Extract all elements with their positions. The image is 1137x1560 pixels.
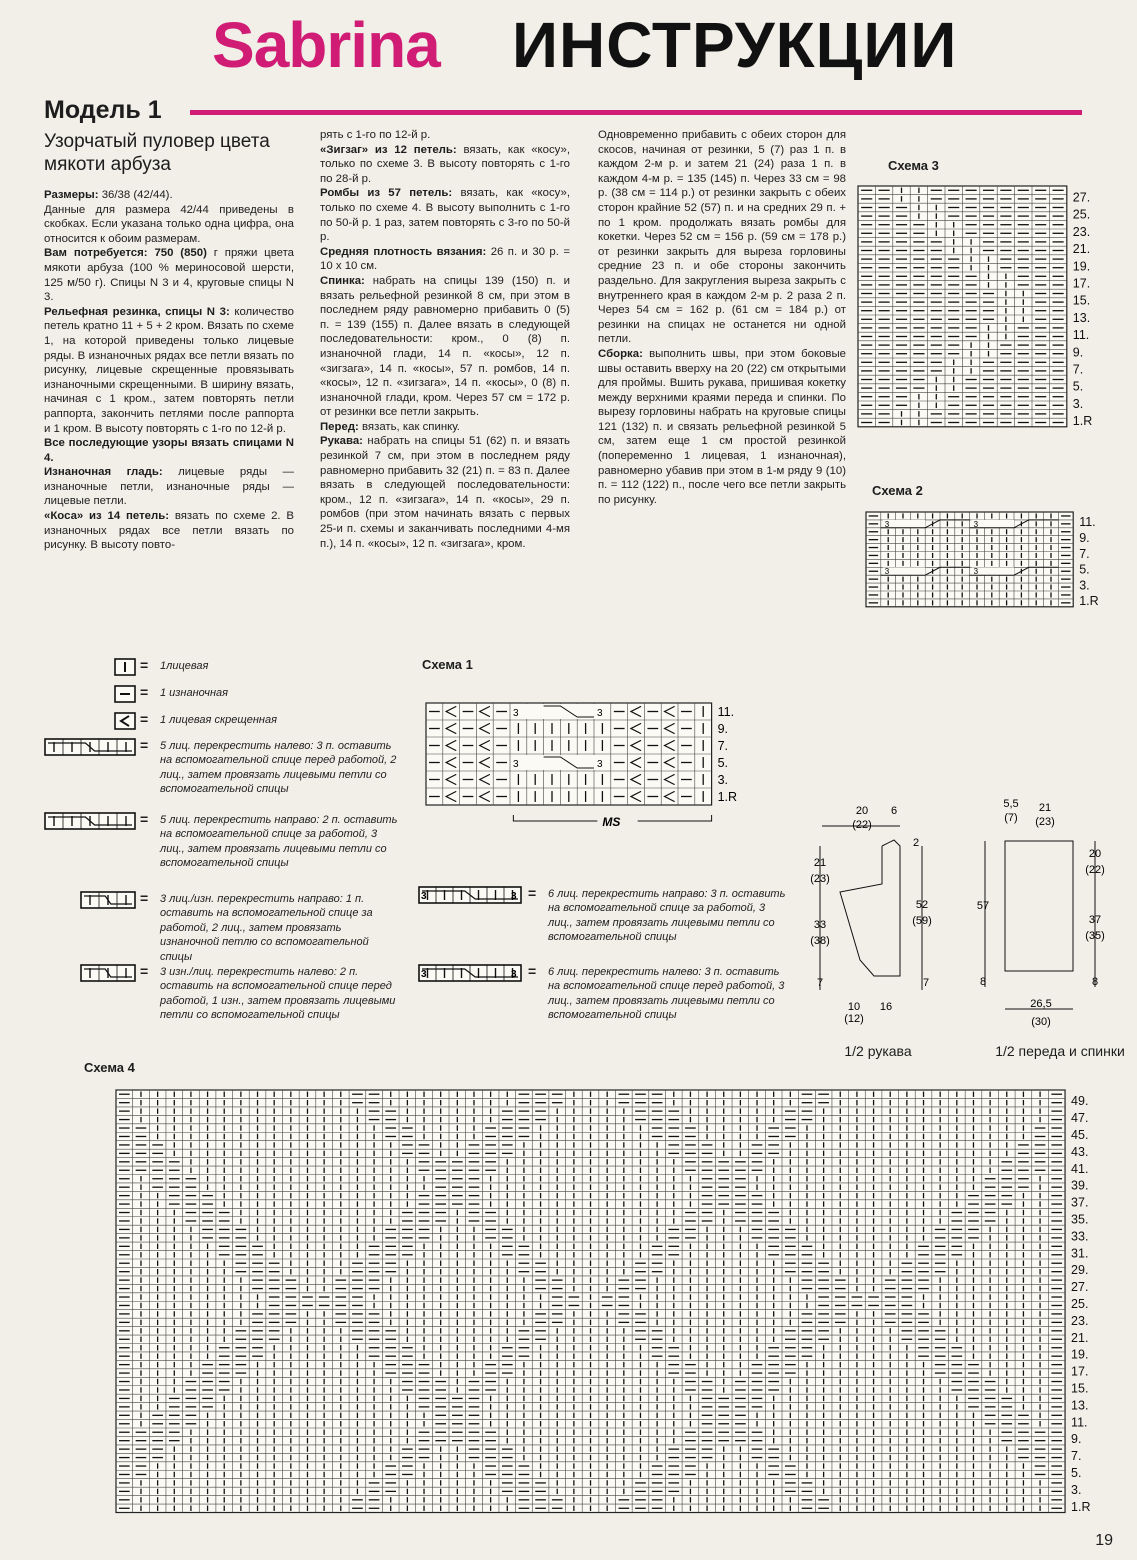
dimension-label: 37 [1088, 914, 1102, 926]
cross-3-left-icon [80, 964, 136, 982]
legend-description: 5 лиц. перекрестить направо: 2 п. оставить на вспомогательной спице за работой, 3 лиц., затем провязать лицевыми петли со вспомогательной спицы [160, 814, 398, 870]
row-label: 9. [1079, 531, 1090, 546]
legend-description: 5 лиц. перекрестить налево: 3 п. оставить на вспомогательной спице перед работой, 2 лиц., затем провязать лицевыми петли со вспомогательной спицы [160, 740, 397, 796]
legend-description: 1 лицевая скрещенная [160, 714, 277, 726]
cable-mark: 3 [597, 708, 603, 719]
cable-mark: 3 [513, 708, 519, 719]
instruction-heading: Ромбы из 57 петель: [320, 187, 453, 200]
legend-equals: = [140, 811, 149, 827]
knit-icon [114, 658, 136, 676]
dimension-label: 8 [1091, 976, 1099, 988]
row-label: 19. [1071, 1347, 1089, 1362]
legend-equals: = [528, 885, 537, 901]
sleeve-outline [840, 840, 900, 976]
row-label: 17. [1071, 1364, 1089, 1379]
row-label: 27. [1072, 190, 1091, 205]
instruction-paragraph [320, 143, 570, 187]
dimension-label: (23) [810, 873, 830, 885]
dimension-label: (30) [1031, 1016, 1051, 1028]
row-label: 45. [1071, 1128, 1089, 1143]
instruction-text: г пряжи цвета мякоти арбуза (100 % мериносовой шерсти, 125 м/50 г). Спицы N 3 и 4, круговые спицы N 3. [44, 247, 294, 304]
instruction-heading: «Зигзаг» из 12 петель: [320, 143, 457, 156]
dimension-label: (12) [844, 1013, 864, 1025]
row-label: 1.R [1072, 414, 1093, 429]
row-label: 5. [1072, 379, 1084, 394]
instruction-paragraph [44, 203, 294, 247]
row-label: 1.R [1079, 594, 1099, 609]
dimension-label: 10 [847, 1001, 861, 1013]
instruction-paragraph [598, 128, 846, 347]
instruction-text: Данные для размера 42/44 приведены в скобках. Если указана только одна цифра, она относится к обоим размерам. [44, 203, 294, 245]
instruction-text: вязать, как «косу», только по схеме 3. В высоту повторять с 1-го по 28-й р. [320, 143, 571, 185]
schema4-title: Схема 4 [84, 1060, 135, 1075]
instruction-paragraph [320, 186, 570, 244]
row-label: 9. [1072, 345, 1084, 360]
brand-logo: Sabrina [212, 9, 440, 81]
dimension-label: 2 [912, 837, 920, 849]
row-label: 49. [1071, 1094, 1089, 1109]
repeat-label: MS [602, 815, 621, 829]
instruction-paragraph [320, 128, 570, 143]
row-label: 3. [1072, 396, 1084, 411]
cable-5-right-icon [44, 812, 136, 830]
legend-description: 6 лиц. перекрестить направо: 3 п. оставить на вспомогательной спице за работой, 3 лиц., затем провязать лицевыми петли со вспомогательной спицы [548, 888, 786, 944]
row-label: 17. [1072, 276, 1091, 291]
cable-mark: 3 [597, 759, 603, 770]
instruction-heading: Рукава: [320, 435, 363, 448]
front-back-diagram [965, 795, 1115, 1035]
instruction-text: набрать на спицы 51 (62) п. и вязать резинкой 7 см, при этом в последнем ряду равномерно прибавить 32 (21) п. = 83 п. Далее вязать в следующей последовательности: кром., 12 п. «зигзага», 14 п. «косы», 29 п. ромбов (при этом начинать вязать с первых 25-и п. схемы и заканчивать последними 4-мя п.), 14 п. «косы», 12 п. «зигзага», кром. [320, 435, 570, 550]
sleeve-caption: 1/2 рукава [844, 1043, 912, 1059]
instruction-text: рять с 1-го по 12-й р. [320, 129, 431, 141]
section-title: ИНСТРУКЦИИ [512, 9, 958, 81]
sleeve-diagram [800, 800, 940, 1035]
instructions-column-2 [320, 128, 570, 551]
cable-5-left-icon [44, 738, 136, 756]
cable-mark: 3 [513, 759, 519, 770]
row-label: 21. [1072, 242, 1091, 257]
dimension-label: 5,5 [1003, 798, 1019, 810]
row-label: 35. [1071, 1212, 1089, 1227]
row-label: 3. [717, 773, 729, 787]
instruction-heading: Вам потребуется: 750 (850) [44, 247, 207, 260]
schema3-title: Схема 3 [888, 158, 939, 173]
row-label: 27. [1071, 1280, 1089, 1295]
instruction-text: 36/38 (42/44). [98, 189, 173, 201]
dimension-label: (22) [852, 819, 872, 831]
cable-mark: 3 [421, 969, 427, 980]
schema2-title: Схема 2 [872, 483, 923, 498]
cross-3-right-icon [80, 891, 136, 909]
legend-equals: = [140, 737, 149, 753]
cable-mark: 3 [884, 567, 890, 577]
instruction-paragraph [44, 465, 294, 509]
page-number: 19 [1095, 1532, 1113, 1549]
cable-6-left-icon [418, 964, 522, 982]
schema1-chart [426, 703, 766, 838]
instruction-heading: Размеры: [44, 189, 99, 201]
dimension-label: 33 [813, 919, 827, 931]
row-label: 23. [1072, 224, 1091, 239]
legend-cell [115, 713, 135, 729]
row-label: 13. [1072, 310, 1091, 325]
instruction-paragraph [44, 305, 294, 436]
row-label: 11. [1079, 515, 1096, 530]
instruction-text: лицевые ряды — изнаночные петли, изнаночные ряды — лицевые петли. [44, 466, 294, 508]
twisted-knit-icon [114, 712, 136, 730]
cable-mark: 3 [511, 969, 517, 980]
legend-equals: = [140, 890, 149, 906]
dimension-label: 7 [922, 977, 930, 989]
dimension-label: 8 [979, 976, 987, 988]
instruction-text: набрать на спицы 139 (150) п. и вязать рельефной резинкой 8 см, при этом в последнем ряду равномерно прибавить 0 (5) п. = 139 (155) п. Далее вязать в следующей последовательности: кром., 0 (8) п. изнаночной глади, 14 п. «косы», 12 п. «зигзага», 14 п. «косы», 57 п. ромбов, 14 п. «косы», 12 п. «зигзага», 14 п. «косы», 0 (8) п. изнаночной глади, кром. Через 57 см = 172 р. от резинки все петли закрыть. [320, 274, 570, 419]
row-label: 7. [1071, 1449, 1082, 1464]
legend-description: 6 лиц. перекрестить налево: 3 п. оставить на вспомогательной спице перед работой, 3 лиц., затем провязать лицевыми петли со вспомогательной спицы [548, 966, 785, 1022]
dimension-label: 16 [879, 1001, 893, 1013]
dimension-label: (59) [912, 915, 932, 927]
model-subtitle: Узорчатый пуловер цвета мякоти арбуза [44, 131, 270, 175]
legend-description: 1 изнаночная [160, 687, 228, 699]
instruction-paragraph [44, 509, 294, 553]
row-label: 29. [1071, 1263, 1089, 1278]
model-title-rule [190, 110, 1082, 115]
dimension-label: 7 [816, 977, 824, 989]
dimension-label: 21 [1038, 802, 1052, 814]
row-label: 3. [1079, 578, 1090, 593]
schema3-chart [858, 186, 1098, 446]
instruction-text: выполнить швы, при этом боковые швы оставить вверху на 20 (22) см открытыми для проймы. Вшить рукава, пришивая кокетку между верхними краями переда и спинки. По вырезу горловины набрать на круговые спицы 121 (132) п. и связать рельефной резинкой 5 см, затем еще 1 см простой резинкой (попеременно 1 лицевая, 1 изнаночная), равномерно убавив при этом в 1-м ряду 9 (10) п. = 112 (122) п., после чего все петли закрыть по рисунку. [598, 347, 846, 506]
dimension-label: (23) [1035, 816, 1055, 828]
row-label: 9. [1071, 1432, 1082, 1447]
instruction-paragraph [598, 347, 846, 508]
instruction-paragraph [320, 434, 570, 551]
dimension-label: (7) [1004, 812, 1018, 824]
row-label: 37. [1071, 1195, 1089, 1210]
cable-mark: 3 [511, 891, 517, 902]
legend-equals: = [140, 963, 149, 979]
row-label: 47. [1071, 1111, 1089, 1126]
row-label: 5. [1079, 562, 1090, 577]
model-title: Модель 1 [44, 96, 162, 124]
instruction-text: вязать по схеме 2. В изнаночных рядах все петли вязать по рисунку. В высоту повто- [44, 510, 295, 552]
dimension-label: 21 [813, 857, 827, 869]
instruction-text: количество петель кратно 11 + 5 + 2 кром. Вязать по схеме 1, на которой приведены только лицевые ряды. В изнаночных рядах все петли вязать по рисунку, лицевые скрещенные провязывать изнаночными скрещенными. В ширину вязать, начиная с 1 кром., затем повторять петли раппорта, закончить петлями после раппорта и 1 кром. В высоту повторять с 1-го по 12-й р. [44, 305, 294, 435]
legend-equals: = [140, 711, 149, 727]
instruction-paragraph [44, 436, 294, 465]
instruction-heading: Средняя плотность вязания: [320, 245, 487, 258]
dimension-label: 20 [1088, 848, 1102, 860]
row-label: 21. [1071, 1330, 1089, 1345]
instructions-column-1 [44, 188, 294, 553]
cable-6-right-icon [418, 886, 522, 904]
instruction-heading: Перед: [320, 420, 359, 433]
row-label: 43. [1071, 1144, 1089, 1159]
instruction-text: Одновременно прибавить с обеих сторон для скосов, начиная от резинки, 5 (7) раз 1 п. в каждом 2-м р. и затем 21 (24) раза 1 п. в каждом 4-м р. = 135 (145) п. Через 33 см = 98 р. (38 см = 114 р.) от резинки закрыть с обеих сторон крайние 52 (57) п. и на средних 29 п. + по 1 кром. продолжать вязать ромбы для кокетки. Через 52 см = 156 р. (59 см = 178 р.) от резинки закрыть для выреза горловины средние 23 п. и обе стороны закончить раздельно. Для закругления выреза закрыть с внутреннего края в каждом 2-м р. 2 раза 2 п. Через 54 см = 162 р. (61 см = 184 р.) от резинки на спицах не останется ни одной петли. [598, 129, 846, 346]
row-label: 1.R [1071, 1499, 1091, 1514]
row-label: 3. [1071, 1482, 1082, 1497]
front-back-caption: 1/2 переда и спинки [995, 1043, 1125, 1059]
schema4-chart [116, 1090, 1126, 1520]
row-label: 33. [1071, 1229, 1089, 1244]
legend-equals: = [528, 963, 537, 979]
row-label: 25. [1071, 1297, 1089, 1312]
instruction-text: вязать, как спинку. [358, 420, 460, 433]
schema2-chart [866, 512, 1116, 612]
dimension-label: 26,5 [1030, 998, 1052, 1010]
row-label: 9. [717, 722, 729, 736]
row-label: 19. [1072, 259, 1091, 274]
instruction-paragraph [320, 274, 570, 420]
row-label: 23. [1071, 1313, 1089, 1328]
instruction-paragraph [44, 246, 294, 304]
legend-equals: = [140, 684, 149, 700]
dimension-label: 6 [890, 805, 898, 817]
row-label: 11. [1071, 1415, 1088, 1430]
row-label: 11. [1072, 328, 1090, 343]
row-label: 11. [717, 705, 735, 719]
instruction-heading: Все последующие узоры вязать спицами N 4. [44, 437, 294, 464]
legend-description: 3 изн./лиц. перекрестить налево: 2 п. оставить на вспомогательной спице перед работой, 1 изн., затем провязать лицевыми петли со вспомогательной спицы [160, 966, 396, 1022]
row-label: 7. [1079, 546, 1090, 561]
instruction-paragraph [320, 420, 570, 435]
row-label: 15. [1071, 1381, 1089, 1396]
row-label: 15. [1072, 293, 1091, 308]
dimension-label: (38) [810, 935, 830, 947]
cable-mark: 3 [973, 519, 979, 529]
cable-mark: 3 [421, 891, 427, 902]
dimension-label: (22) [1085, 864, 1105, 876]
row-label: 5. [1071, 1466, 1082, 1481]
row-label: 31. [1071, 1246, 1089, 1261]
instruction-paragraph [320, 245, 570, 274]
instruction-heading: Сборка: [598, 347, 643, 360]
dimension-label: 57 [976, 900, 990, 912]
row-label: 5. [717, 756, 729, 770]
legend-description: 3 лиц./изн. перекрестить направо: 1 п. оставить на вспомогательной спице за работой, 2 лиц., затем провязать изнаночной петлю со вспомогательной спицы [160, 893, 373, 963]
dimension-label: (35) [1085, 930, 1105, 942]
instruction-paragraph [44, 188, 294, 203]
row-label: 1.R [717, 790, 738, 804]
row-label: 13. [1071, 1398, 1089, 1413]
schema1-title: Схема 1 [422, 657, 473, 672]
dimension-label: 20 [855, 805, 869, 817]
row-label: 39. [1071, 1178, 1089, 1193]
dimension-label: 52 [915, 899, 929, 911]
cable-mark: 3 [884, 519, 890, 529]
cable-mark: 3 [973, 567, 979, 577]
instruction-heading: Рельефная резинка, спицы N 3: [44, 305, 230, 318]
instruction-text: вязать, как «косу», только по схеме 4. В высоту выполнить с 1-го по 50-й р. 1 раз, затем повторять с 3-го по 50-й р. [320, 187, 570, 244]
row-label: 7. [717, 739, 729, 753]
instruction-heading: Изнаночная гладь: [44, 466, 163, 479]
row-label: 41. [1071, 1161, 1089, 1176]
legend-equals: = [140, 657, 149, 673]
instructions-column-3 [598, 128, 846, 507]
instruction-text: 26 п. и 30 р. = 10 х 10 см. [320, 245, 570, 273]
instruction-heading: Спинка: [320, 274, 365, 287]
row-label: 25. [1072, 207, 1091, 222]
legend-description: 1лицевая [160, 660, 209, 672]
row-label: 7. [1072, 362, 1084, 377]
purl-icon [114, 685, 136, 703]
instruction-heading: «Коса» из 14 петель: [44, 510, 170, 523]
front-back-outline [1005, 841, 1073, 971]
